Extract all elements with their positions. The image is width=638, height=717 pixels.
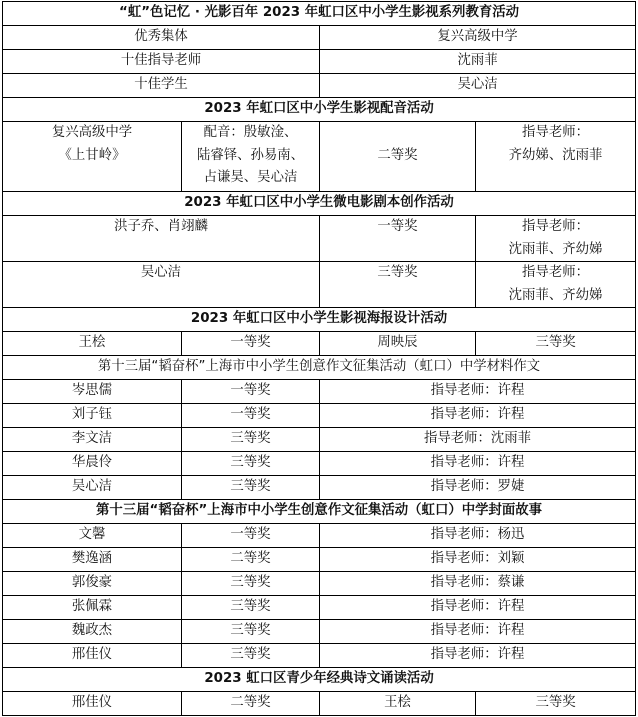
- teacher-name: 指导老师：蔡谦: [320, 572, 636, 596]
- section-title: 2023 虹口区青少年经典诗文诵读活动: [3, 668, 636, 692]
- teacher-label: 指导老师：: [522, 265, 589, 280]
- award-category: 优秀集体: [3, 26, 320, 50]
- section-title: 2023 年虹口区中小学生影视海报设计活动: [3, 308, 636, 332]
- student-name: 王桧: [3, 332, 182, 356]
- section-title: 2023 年虹口区中小学生影视配音活动: [3, 98, 636, 122]
- student-name: 洪子乔、肖翊麟: [3, 216, 320, 262]
- teacher-name: 指导老师：许程: [320, 644, 636, 668]
- dubbers-line: 陆睿铎、孙易南、: [196, 147, 305, 163]
- table-row: [3, 572, 636, 596]
- school-name: 复兴高级中学: [51, 125, 133, 140]
- table-row: [3, 404, 636, 428]
- student-name: 邢佳仪: [3, 644, 182, 668]
- table-row: [3, 380, 636, 404]
- award-category: 十佳学生: [3, 74, 320, 98]
- table-row: [3, 692, 636, 716]
- teacher-name: 指导老师：许程: [320, 380, 636, 404]
- award-level: 三等奖: [476, 332, 636, 356]
- award-level: 一等奖: [182, 524, 320, 548]
- award-level: 一等奖: [182, 332, 320, 356]
- award-level: 三等奖: [182, 644, 320, 668]
- award-level: 二等奖: [320, 122, 476, 192]
- award-recipient: 吴心洁: [320, 74, 636, 98]
- table-row: [3, 74, 636, 98]
- table-row: [3, 644, 636, 668]
- award-level: 一等奖: [182, 380, 320, 404]
- teacher-name: 指导老师：许程: [320, 452, 636, 476]
- teacher-name: 指导老师：罗婕: [320, 476, 636, 500]
- table-row: [3, 122, 636, 192]
- school-cell: [3, 122, 182, 192]
- table-row: [3, 524, 636, 548]
- award-level: 三等奖: [182, 476, 320, 500]
- table-row: [3, 428, 636, 452]
- student-name: 吴心洁: [3, 476, 182, 500]
- teacher-label: 指导老师：: [522, 125, 589, 140]
- student-name: 魏政杰: [3, 620, 182, 644]
- teacher-name: 指导老师：许程: [320, 596, 636, 620]
- teacher-names: 沈雨菲、齐幼娣: [508, 241, 603, 257]
- section-title-row: [3, 500, 636, 524]
- table-row: [3, 50, 636, 74]
- section-title-row: [3, 356, 636, 380]
- award-recipient: 沈雨菲: [320, 50, 636, 74]
- teacher-names: 齐幼娣、沈雨菲: [508, 147, 603, 163]
- student-name: 王桧: [320, 692, 476, 716]
- section-title-row: [3, 192, 636, 216]
- teacher-cell: [476, 216, 636, 262]
- award-level: 三等奖: [182, 452, 320, 476]
- award-level: 一等奖: [182, 404, 320, 428]
- award-category: 十佳指导老师: [3, 50, 320, 74]
- section-title-row: [3, 98, 636, 122]
- student-name: 华晨伶: [3, 452, 182, 476]
- table-row: [3, 548, 636, 572]
- table-row: [3, 262, 636, 308]
- table-row: [3, 216, 636, 262]
- award-level: 三等奖: [182, 572, 320, 596]
- work-title: 《上甘岭》: [58, 147, 126, 163]
- award-level: 一等奖: [320, 216, 476, 262]
- student-name: 樊逸涵: [3, 548, 182, 572]
- teacher-name: 指导老师：刘颖: [320, 548, 636, 572]
- section-title: “虹”色记忆 · 光影百年 2023 年虹口区中小学生影视系列教育活动: [3, 2, 636, 26]
- section-title: 第十三届“韬奋杯”上海市中小学生创意作文征集活动（虹口）中学封面故事: [3, 500, 636, 524]
- award-level: 二等奖: [182, 548, 320, 572]
- table-row: [3, 332, 636, 356]
- table-row: [3, 452, 636, 476]
- award-level: 三等奖: [476, 692, 636, 716]
- table-row: [3, 476, 636, 500]
- teacher-name: 指导老师：许程: [320, 620, 636, 644]
- award-level: 二等奖: [182, 692, 320, 716]
- award-level: 三等奖: [182, 620, 320, 644]
- section-title: 2023 年虹口区中小学生微电影剧本创作活动: [3, 192, 636, 216]
- student-name: 邢佳仪: [3, 692, 182, 716]
- student-name: 文馨: [3, 524, 182, 548]
- award-level: 三等奖: [320, 262, 476, 308]
- teacher-name: 指导老师：杨迅: [320, 524, 636, 548]
- table-row: [3, 620, 636, 644]
- awards-table: [2, 1, 636, 716]
- student-name: 周映辰: [320, 332, 476, 356]
- award-level: 三等奖: [182, 428, 320, 452]
- teacher-cell: [476, 122, 636, 192]
- dubbers-line: 占谦昊、吴心洁: [203, 170, 298, 185]
- section-title: 第十三届“韬奋杯”上海市中小学生创意作文征集活动（虹口）中学材料作文: [3, 356, 636, 380]
- teacher-names: 沈雨菲、齐幼娣: [508, 287, 603, 303]
- teacher-name: 指导老师：沈雨菲: [320, 428, 636, 452]
- award-recipient: 复兴高级中学: [320, 26, 636, 50]
- teacher-cell: [476, 262, 636, 308]
- section-title-row: [3, 2, 636, 26]
- dubbers-cell: [182, 122, 320, 192]
- teacher-name: 指导老师：许程: [320, 404, 636, 428]
- student-name: 张佩霖: [3, 596, 182, 620]
- section-title-row: [3, 308, 636, 332]
- section-title-row: [3, 668, 636, 692]
- teacher-label: 指导老师：: [522, 219, 589, 234]
- student-name: 郭俊豪: [3, 572, 182, 596]
- student-name: 岑思儒: [3, 380, 182, 404]
- student-name: 李文洁: [3, 428, 182, 452]
- dubbers-line: 配音：殷敏淦、: [203, 125, 298, 140]
- table-row: [3, 596, 636, 620]
- student-name: 刘子钰: [3, 404, 182, 428]
- student-name: 吴心洁: [3, 262, 320, 308]
- award-level: 三等奖: [182, 596, 320, 620]
- table-row: [3, 26, 636, 50]
